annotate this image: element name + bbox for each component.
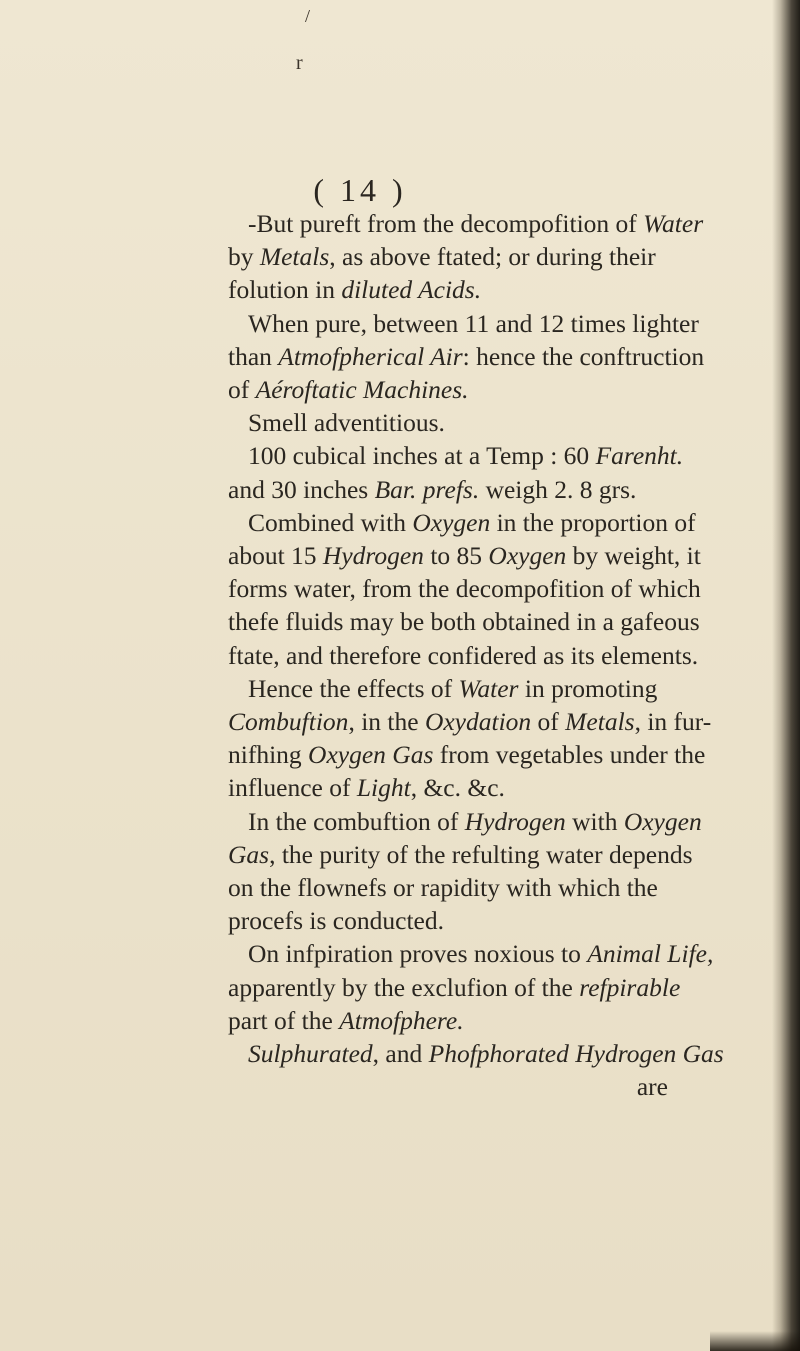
italic-text: Combuftion [228, 707, 349, 737]
text-run: with [565, 806, 624, 836]
text-run: about 15 [228, 541, 323, 571]
text-run: In the combuftion of [248, 806, 465, 836]
italic-text: Bar. prefs. [374, 474, 480, 504]
text-run: , and [372, 1039, 429, 1069]
text-run: of [228, 375, 256, 405]
text-run: ftate, and therefore confidered as its elements. [228, 640, 699, 670]
italic-text: Hydrogen [322, 541, 424, 571]
italic-text: Water [458, 673, 519, 703]
text-line [228, 771, 668, 804]
text-run: , in the [348, 707, 425, 737]
text-run: Hence the effects of [248, 673, 459, 703]
text-line [228, 473, 668, 506]
text-line [228, 605, 700, 638]
text-run: weigh 2. 8 grs. [479, 474, 637, 504]
text-run: Smell adventitious. [248, 408, 445, 438]
text-run: -But pureft from the decompofition of [248, 209, 644, 238]
italic-text: Atmofpherical Air [278, 341, 463, 371]
text-run: in the proportion of [490, 507, 696, 537]
text-line [228, 572, 701, 605]
italic-text: Oxygen [488, 541, 567, 571]
text-run: , as above ftated; or during their [329, 242, 656, 272]
text-run: Combined with [248, 507, 413, 537]
text-run: to 85 [423, 541, 489, 571]
text-run: and 30 inches [228, 474, 375, 504]
text-run: by [228, 242, 260, 272]
text-line [228, 539, 701, 572]
page-edge-shadow [772, 0, 800, 1351]
italic-text: diluted Acids. [341, 275, 482, 305]
italic-text: Light [356, 773, 411, 803]
text-line [228, 838, 693, 871]
italic-text: Water [643, 209, 704, 238]
text-run: than [228, 341, 279, 371]
slash-mark: / [305, 6, 311, 26]
text-run: influence of [228, 773, 357, 803]
text-line [228, 373, 668, 406]
text-run: When pure, between 11 and 12 times lighter [248, 308, 699, 338]
italic-text: Metals [259, 242, 330, 272]
text-line [228, 307, 699, 340]
text-line [228, 340, 705, 373]
text-run: thefe fluids may be both obtained in a gafeous [228, 607, 700, 637]
text-line [228, 805, 702, 838]
italic-text: Oxydation [424, 707, 532, 737]
text-line [228, 439, 684, 472]
text-run: nifhing [228, 740, 309, 770]
text-line [228, 506, 696, 539]
italic-text: refpirable [579, 972, 681, 1002]
text-line [228, 639, 699, 672]
italic-text: Sulphurated [248, 1039, 373, 1069]
text-run: apparently by the exclufion of the [228, 972, 580, 1002]
text-line [228, 904, 668, 937]
text-run: from vegetables under the [433, 740, 706, 770]
text-line [228, 1004, 668, 1037]
text-run: of [531, 707, 566, 737]
text-line [228, 240, 668, 273]
text-line [228, 406, 668, 439]
text-line [228, 937, 714, 970]
text-line [228, 672, 668, 705]
text-run: On infpiration proves noxious to [248, 939, 588, 969]
italic-text: Metals [565, 707, 635, 737]
text-line [228, 971, 681, 1004]
text-run: by weight, it [566, 541, 701, 571]
text-line [228, 871, 668, 904]
text-run: , in fur- [634, 707, 712, 737]
text-line [228, 705, 712, 738]
page-corner-shadow [710, 1331, 800, 1351]
italic-text: Oxygen [623, 806, 702, 836]
text-line [228, 1037, 724, 1070]
r-mark: r [296, 52, 303, 74]
text-run: 100 cubical inches at a Temp : 60 [248, 441, 596, 471]
text-run: , &c. &c. [410, 773, 505, 803]
text-run: in promoting [518, 673, 658, 703]
page-number: ( 14 ) [313, 172, 407, 208]
text-run: : hence the conftruction [462, 341, 705, 371]
italic-text: Phofphorated Hydrogen Gas [428, 1039, 724, 1069]
italic-text: Animal Life, [587, 939, 714, 969]
text-line [228, 273, 668, 306]
text-run: part of the [228, 1005, 340, 1035]
text-run: forms water, from the decompofition of which [228, 574, 701, 604]
text-run: folution in [228, 275, 342, 305]
italic-text: Oxygen [412, 507, 491, 537]
italic-text: Oxygen Gas [308, 740, 434, 770]
catchword: are [636, 1072, 668, 1102]
italic-text: Atmofphere. [339, 1005, 464, 1035]
text-line [228, 207, 704, 240]
italic-text: Gas [228, 839, 270, 869]
italic-text: Hydrogen [464, 806, 566, 836]
italic-text: Aéroftatic Machines. [255, 375, 469, 405]
text-run: procefs is conducted. [228, 906, 444, 936]
text-run: on the flownefs or rapidity with which the [228, 873, 658, 903]
text-line [228, 738, 706, 771]
italic-text: Farenht. [595, 441, 684, 471]
text-run: , the purity of the refulting water depends [269, 839, 693, 869]
body-text [228, 207, 724, 1103]
